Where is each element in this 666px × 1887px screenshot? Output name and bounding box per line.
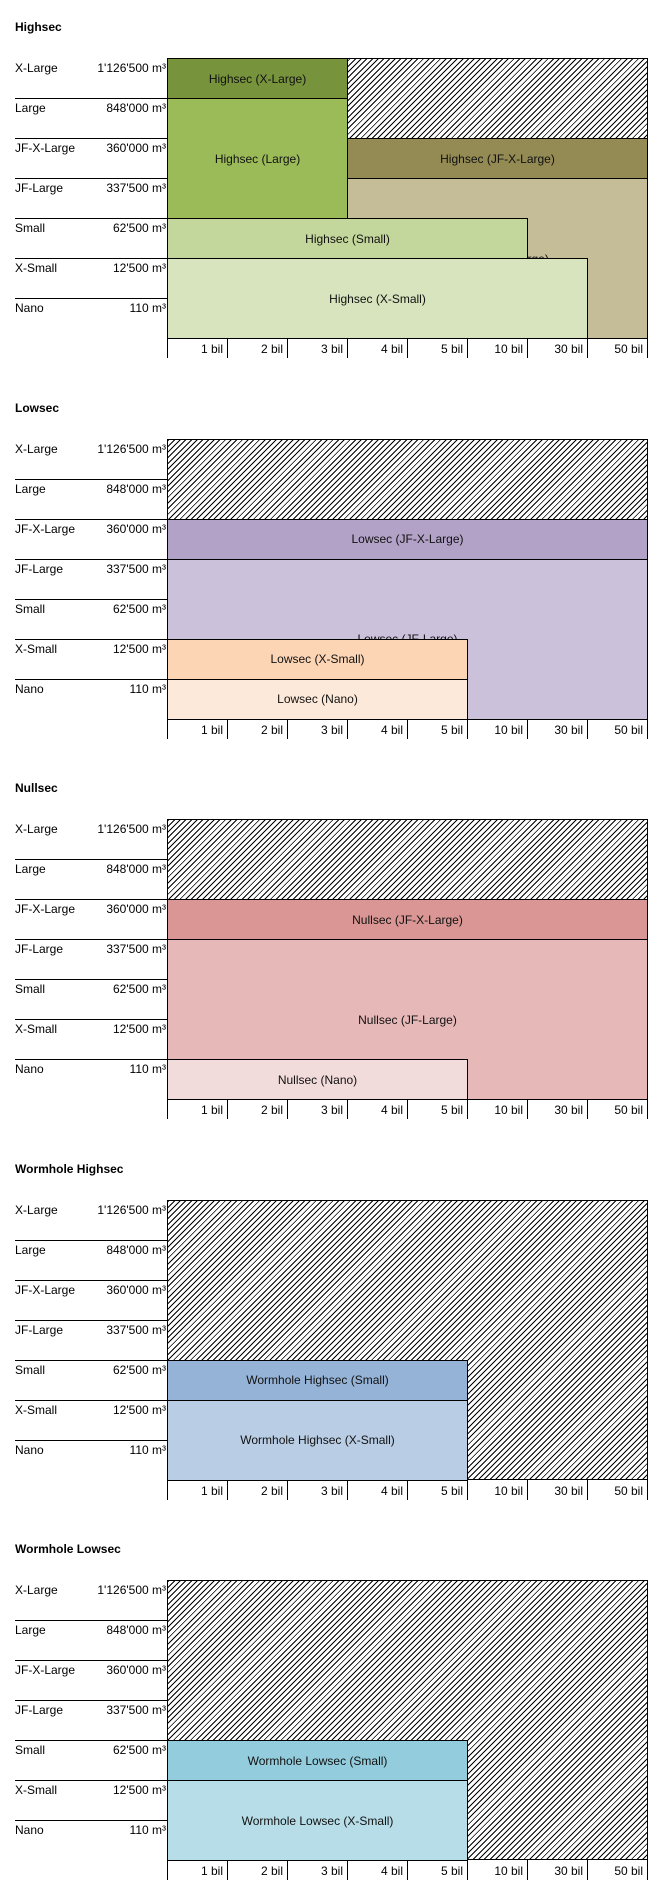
bar-highsec-large: Highsec (Large) (167, 98, 348, 219)
row-volume: 110 m³ (129, 301, 166, 315)
x-tick-label: 4 bil (380, 1864, 403, 1878)
row-label: Nano (15, 1442, 44, 1457)
row-separator (15, 1660, 167, 1661)
x-tick-label: 2 bil (260, 722, 283, 737)
row-separator (15, 1700, 167, 1701)
x-tick-label: 4 bil (380, 1483, 403, 1498)
row-volume: 337'500 m³ (106, 942, 166, 956)
row-label: JF-Large (15, 181, 64, 195)
x-tick-label: 3 bil (320, 1483, 343, 1498)
bar-highsec-x-large: Highsec (X-Large) (167, 58, 348, 99)
row-label: JF-Large (15, 1703, 64, 1717)
row-volume: 360'000 m³ (106, 902, 166, 916)
row-label: Small (15, 221, 46, 235)
x-tick-label: 2 bil (260, 342, 283, 356)
x-tick-label: 30 bil (554, 342, 583, 356)
x-tick-label: 50 bil (614, 722, 643, 737)
x-tick-label: 5 bil (440, 722, 463, 737)
row-separator (15, 258, 167, 259)
row-separator (15, 1320, 167, 1321)
row-label: Large (15, 862, 46, 876)
row-label: JF-X-Large (15, 1663, 76, 1677)
row-volume: 62'500 m³ (113, 601, 166, 616)
row-separator (15, 218, 167, 219)
chart-section-highsec (0, 8, 666, 356)
row-label: X-Large (15, 441, 58, 456)
x-tick-label: 30 bil (554, 1103, 583, 1117)
row-label: X-Small (15, 641, 58, 656)
row-separator (15, 1620, 167, 1621)
x-tick-label: 2 bil (260, 1864, 283, 1878)
row-separator (15, 178, 167, 179)
row-separator (15, 599, 167, 600)
x-tick-mark (647, 1860, 648, 1880)
x-tick-mark (647, 719, 648, 739)
row-label: Nano (15, 1823, 44, 1837)
bar-wormhole-lowsec-small: Wormhole Lowsec (Small) (167, 1740, 468, 1781)
x-tick-label: 5 bil (440, 1864, 463, 1878)
row-label: X-Small (15, 1022, 58, 1036)
row-separator (15, 979, 167, 980)
bar-nullsec-nano: Nullsec (Nano) (167, 1059, 468, 1100)
x-tick-label: 4 bil (380, 1103, 403, 1117)
chart-section-wormhole-lowsec (0, 1530, 666, 1878)
row-volume: 1'126'500 m³ (97, 441, 166, 456)
x-axis-start-mark (167, 1480, 168, 1500)
bar-highsec-jf-x-large: Highsec (JF-X-Large) (347, 138, 648, 179)
row-separator (15, 519, 167, 520)
row-label: JF-Large (15, 942, 64, 956)
bar-highsec-x-small: Highsec (X-Small) (167, 258, 588, 339)
row-separator (15, 98, 167, 99)
row-label: JF-X-Large (15, 1282, 76, 1297)
x-tick-label: 1 bil (200, 342, 223, 356)
bar-lowsec-nano: Lowsec (Nano) (167, 679, 468, 720)
row-separator (15, 679, 167, 680)
x-tick-label: 30 bil (554, 1864, 583, 1878)
row-separator (15, 138, 167, 139)
row-volume: 110 m³ (129, 681, 166, 696)
chart-title: Lowsec (15, 400, 60, 415)
chart-title: Highsec (15, 20, 62, 34)
x-tick-mark (647, 1099, 648, 1119)
x-tick-mark (647, 338, 648, 358)
row-separator (15, 479, 167, 480)
row-volume: 848'000 m³ (106, 862, 166, 876)
row-label: Nano (15, 1062, 44, 1076)
chart-section-lowsec (0, 389, 666, 737)
x-tick-label: 50 bil (614, 1483, 643, 1498)
bar-lowsec-jf-x-large: Lowsec (JF-X-Large) (167, 519, 648, 560)
x-tick-mark (647, 1480, 648, 1500)
row-separator (15, 1400, 167, 1401)
row-separator (15, 1360, 167, 1361)
row-separator (15, 1740, 167, 1741)
x-tick-label: 10 bil (494, 1103, 523, 1117)
row-separator (15, 559, 167, 560)
x-tick-label: 5 bil (440, 1103, 463, 1117)
x-tick-label: 50 bil (614, 342, 643, 356)
row-volume: 337'500 m³ (106, 561, 166, 576)
row-label: Small (15, 1743, 46, 1757)
chart-title: Wormhole Highsec (15, 1161, 124, 1176)
x-tick-label: 4 bil (380, 342, 403, 356)
x-tick-label: 50 bil (614, 1864, 643, 1878)
row-volume: 62'500 m³ (113, 221, 166, 235)
row-separator (15, 298, 167, 299)
bar-nullsec-jf-large: Nullsec (JF-Large) (167, 939, 648, 1100)
row-separator (15, 899, 167, 900)
x-tick-label: 3 bil (320, 342, 343, 356)
row-volume: 110 m³ (129, 1442, 166, 1457)
row-volume: 1'126'500 m³ (97, 1583, 166, 1597)
row-volume: 110 m³ (129, 1823, 166, 1837)
chart-title: Nullsec (15, 781, 58, 795)
chart-title: Wormhole Lowsec (15, 1542, 121, 1556)
x-axis-start-mark (167, 1860, 168, 1880)
row-volume: 848'000 m³ (106, 1242, 166, 1257)
row-separator (15, 1820, 167, 1821)
row-separator (15, 1280, 167, 1281)
row-volume: 12'500 m³ (113, 1783, 166, 1797)
row-volume: 848'000 m³ (106, 481, 166, 496)
x-tick-label: 4 bil (380, 722, 403, 737)
x-tick-label: 50 bil (614, 1103, 643, 1117)
row-label: Nano (15, 681, 44, 696)
row-separator (15, 939, 167, 940)
row-label: Large (15, 1242, 46, 1257)
row-separator (15, 859, 167, 860)
bar-wormhole-highsec-x-small: Wormhole Highsec (X-Small) (167, 1400, 468, 1481)
x-tick-label: 10 bil (494, 1483, 523, 1498)
x-tick-label: 10 bil (494, 342, 523, 356)
row-label: Small (15, 601, 46, 616)
row-label: Small (15, 1362, 46, 1377)
row-separator (15, 1019, 167, 1020)
row-label: Large (15, 1623, 46, 1637)
row-volume: 337'500 m³ (106, 181, 166, 195)
row-volume: 1'126'500 m³ (97, 61, 166, 75)
x-tick-label: 3 bil (320, 1103, 343, 1117)
x-tick-label: 3 bil (320, 1864, 343, 1878)
row-volume: 360'000 m³ (106, 1663, 166, 1677)
row-volume: 62'500 m³ (113, 1362, 166, 1377)
row-volume: 1'126'500 m³ (97, 822, 166, 836)
row-label: JF-Large (15, 1322, 64, 1337)
row-separator (15, 1440, 167, 1441)
bar-nullsec-jf-x-large: Nullsec (JF-X-Large) (167, 899, 648, 940)
x-axis-start-mark (167, 719, 168, 739)
row-volume: 1'126'500 m³ (97, 1202, 166, 1217)
x-tick-label: 1 bil (200, 722, 223, 737)
row-label: X-Large (15, 1202, 58, 1217)
row-label: X-Small (15, 1402, 58, 1417)
x-tick-label: 5 bil (440, 1483, 463, 1498)
x-tick-label: 2 bil (260, 1103, 283, 1117)
row-volume: 12'500 m³ (113, 1402, 166, 1417)
row-label: X-Large (15, 61, 58, 75)
row-volume: 360'000 m³ (106, 141, 166, 155)
x-tick-label: 30 bil (554, 1483, 583, 1498)
x-tick-label: 30 bil (554, 722, 583, 737)
x-tick-label: 2 bil (260, 1483, 283, 1498)
row-separator (15, 639, 167, 640)
row-volume: 12'500 m³ (113, 261, 166, 275)
chart-section-wormhole-highsec (0, 1150, 666, 1498)
row-label: Large (15, 101, 46, 115)
x-axis-start-mark (167, 1099, 168, 1119)
bar-highsec-small: Highsec (Small) (167, 218, 528, 259)
row-separator (15, 1059, 167, 1060)
row-label: Nano (15, 301, 44, 315)
row-label: X-Large (15, 1583, 58, 1597)
row-volume: 12'500 m³ (113, 1022, 166, 1036)
row-label: X-Small (15, 261, 58, 275)
row-label: JF-Large (15, 561, 64, 576)
row-volume: 337'500 m³ (106, 1322, 166, 1337)
bar-lowsec-x-small: Lowsec (X-Small) (167, 639, 468, 680)
x-tick-label: 10 bil (494, 722, 523, 737)
row-volume: 110 m³ (129, 1062, 166, 1076)
x-tick-label: 10 bil (494, 1864, 523, 1878)
row-label: JF-X-Large (15, 521, 76, 536)
row-label: X-Small (15, 1783, 58, 1797)
row-volume: 360'000 m³ (106, 521, 166, 536)
row-label: Small (15, 982, 46, 996)
row-separator (15, 1780, 167, 1781)
x-tick-label: 1 bil (200, 1483, 223, 1498)
row-volume: 62'500 m³ (113, 1743, 166, 1757)
x-tick-label: 1 bil (200, 1864, 223, 1878)
row-volume: 12'500 m³ (113, 641, 166, 656)
x-tick-label: 3 bil (320, 722, 343, 737)
row-volume: 848'000 m³ (106, 101, 166, 115)
x-tick-label: 1 bil (200, 1103, 223, 1117)
row-volume: 62'500 m³ (113, 982, 166, 996)
row-volume: 360'000 m³ (106, 1282, 166, 1297)
x-axis-start-mark (167, 338, 168, 358)
bar-wormhole-highsec-small: Wormhole Highsec (Small) (167, 1360, 468, 1401)
row-label: X-Large (15, 822, 58, 836)
bar-wormhole-lowsec-x-small: Wormhole Lowsec (X-Small) (167, 1780, 468, 1861)
row-volume: 848'000 m³ (106, 1623, 166, 1637)
row-label: Large (15, 481, 46, 496)
row-label: JF-X-Large (15, 902, 76, 916)
row-separator (15, 1240, 167, 1241)
row-label: JF-X-Large (15, 141, 76, 155)
row-volume: 337'500 m³ (106, 1703, 166, 1717)
x-tick-label: 5 bil (440, 342, 463, 356)
chart-section-nullsec (0, 769, 666, 1117)
